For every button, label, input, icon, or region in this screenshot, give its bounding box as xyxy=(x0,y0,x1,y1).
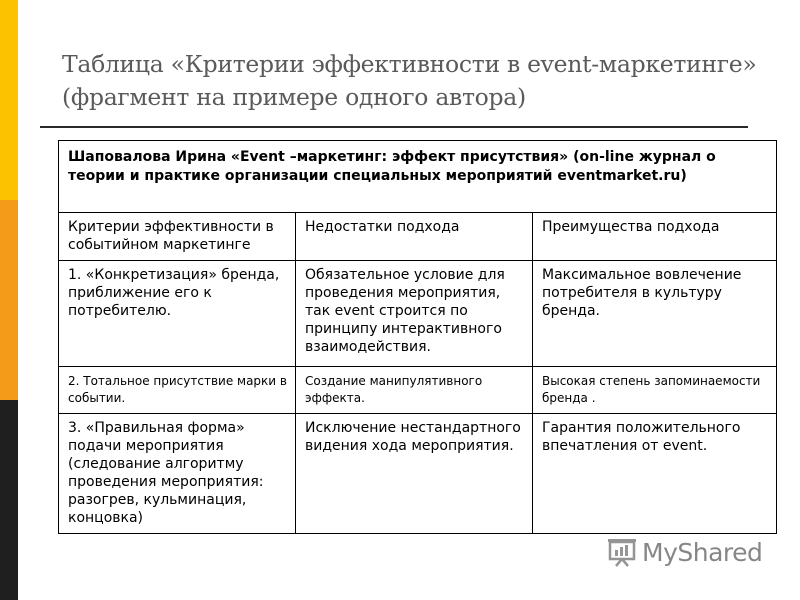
table-cell: Высокая степень запоминаемости бренда . xyxy=(533,367,777,414)
table-source-row xyxy=(59,141,777,213)
table-cell: Исключение нестандартного видения хода мероприятия. xyxy=(296,414,533,534)
table-cell: Максимальное вовлечение потребителя в культуру бренда. xyxy=(533,261,777,367)
side-accent-bar-orange xyxy=(0,200,18,400)
table-row xyxy=(59,261,777,367)
table-cell: Создание манипулятивного эффекта. xyxy=(296,367,533,414)
slide-title: Таблица «Критерии эффективности в event-маркетинге» (фрагмент на примере одного автора) xyxy=(62,50,757,111)
table-row xyxy=(59,414,777,534)
criteria-table xyxy=(58,140,777,534)
side-accent-bar-yellow xyxy=(0,0,18,200)
table-cell: 3. «Правильная форма» подачи мероприятия (следование алгоритму проведения мероприятия: разогрев, кульминация, концовка) xyxy=(59,414,296,534)
table-row xyxy=(59,367,777,414)
table-column-header-row xyxy=(59,213,777,261)
presentation-board-icon xyxy=(606,536,638,568)
watermark-text: MyShared xyxy=(642,537,763,567)
table-source-header: Шаповалова Ирина «Event –маркетинг: эффект присутствия» (on-line журнал о теории и практике организации специальных мероприятий eventmarket.ru) xyxy=(59,141,777,213)
column-header-advantages: Преимущества подхода xyxy=(533,213,777,261)
column-header-criteria: Критерии эффективности в событийном маркетинге xyxy=(59,213,296,261)
table-cell: Обязательное условие для проведения мероприятия, так event строится по принципу интерактивного взаимодействия. xyxy=(296,261,533,367)
column-header-disadvantages: Недостатки подхода xyxy=(296,213,533,261)
side-accent-bar-dark xyxy=(0,400,18,600)
table-cell: 1. «Конкретизация» бренда, приближение его к потребителю. xyxy=(59,261,296,367)
table-cell: Гарантия положительного впечатления от event. xyxy=(533,414,777,534)
watermark xyxy=(606,536,762,568)
table-cell: 2. Тотальное присутствие марки в событии. xyxy=(59,367,296,414)
title-divider xyxy=(40,126,748,128)
